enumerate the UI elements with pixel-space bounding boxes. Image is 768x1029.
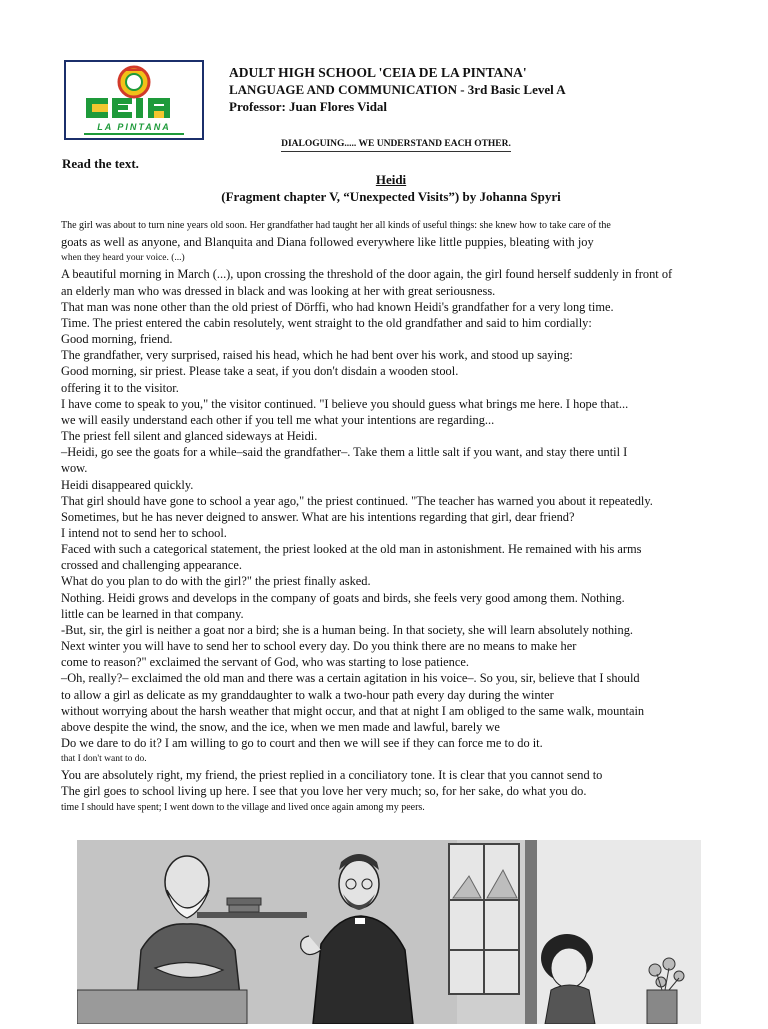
text-line: That girl should have gone to school a year ago," the priest continued. "The teacher has warned you about it repeatedly. bbox=[61, 493, 653, 508]
text-line: offering it to the visitor. bbox=[61, 380, 179, 395]
course-name: LANGUAGE AND COMMUNICATION - 3rd Basic Level A bbox=[229, 82, 566, 97]
text-line: Good morning, sir priest. Please take a seat, if you don't disdain a wooden stool. bbox=[61, 364, 459, 379]
text-line: an elderly man who was dressed in black and was looking at her with great seriousness. bbox=[61, 283, 496, 298]
text-line: little can be learned in that company. bbox=[61, 606, 244, 621]
story-source: (Fragment chapter V, “Unexpected Visits”) by Johanna Spyri bbox=[221, 189, 561, 204]
text-line: wow. bbox=[61, 461, 88, 476]
text-line: to allow a girl as delicate as my granddaughter to walk a two-hour path every day during the winter bbox=[61, 687, 554, 702]
text-line: What do you plan to do with the girl?" the priest finally asked. bbox=[61, 574, 371, 589]
text-line: Next winter you will have to send her to school every day. Do you think there are no means to make her bbox=[61, 639, 577, 654]
header-block bbox=[229, 64, 566, 115]
text-line: without worrying about the harsh weather that might occur, and that at night I am obliged to the same walk, mountain bbox=[61, 703, 645, 718]
text-line: You are absolutely right, my friend, the priest replied in a conciliatory tone. It is clear that you cannot send to bbox=[61, 768, 603, 783]
text-line: The girl goes to school living up here. I see that you love her very much; so, for her sake, do what you do. bbox=[61, 784, 587, 799]
story-title: Heidi bbox=[375, 172, 407, 187]
school-logo bbox=[64, 60, 204, 140]
story-heading bbox=[0, 171, 768, 205]
school-name: ADULT HIGH SCHOOL 'CEIA DE LA PINTANA' bbox=[229, 65, 527, 80]
worksheet-subtitle: DIALOGUING..... WE UNDERSTAND EACH OTHER. bbox=[0, 139, 768, 149]
text-line: Do we dare to do it? I am willing to go to court and then we will see if they can force me to do it. bbox=[61, 736, 543, 750]
text-line: when they heard your voice. (...) bbox=[61, 253, 185, 264]
text-line: crossed and challenging appearance. bbox=[61, 558, 242, 573]
logo-subtext: LA PINTANA bbox=[97, 122, 171, 132]
text-line: Nothing. Heidi grows and develops in the company of goats and birds, she feels very good among them. Nothing. bbox=[61, 590, 625, 605]
text-line: time I should have spent; I went down to the village and lived once again among my peers. bbox=[61, 801, 425, 813]
text-line: I have come to speak to you," the visitor continued. "I believe you should guess what brings me here. I hope that... bbox=[61, 396, 629, 411]
text-line: above despite the wind, the snow, and the ice, when we men made and lawful, barely we bbox=[61, 719, 500, 734]
text-line: That man was none other than the old priest of Dörffi, who had known Heidi's grandfather for a very long time. bbox=[61, 299, 614, 314]
instruction: Read the text. bbox=[62, 156, 139, 171]
text-line: The girl was about to turn nine years old soon. Her grandfather had taught her all kinds of useful things: she knew how to take care of the bbox=[61, 220, 611, 231]
grandfather-priest-heidi-illustration bbox=[77, 840, 701, 1024]
text-line: Good morning, friend. bbox=[61, 332, 173, 347]
text-line: The priest fell silent and glanced sideways at Heidi. bbox=[61, 429, 318, 444]
story-text bbox=[61, 218, 715, 816]
text-line: –Heidi, go see the goats for a while–said the grandfather–. Take them a little salt if you want, and stay there until I bbox=[61, 445, 628, 460]
text-line: we will easily understand each other if you tell me what your intentions are regarding... bbox=[61, 412, 495, 427]
text-line: Sometimes, but he has never deigned to answer. What are his intentions regarding that girl, dear friend? bbox=[61, 509, 575, 524]
text-line: Time. The priest entered the cabin resolutely, went straight to the old grandfather and said to him cordially: bbox=[61, 315, 592, 330]
text-line: come to reason?" exclaimed the servant of God, who was starting to lose patience. bbox=[61, 655, 469, 670]
ceia-logo-graphic bbox=[66, 62, 202, 138]
professor-name: Professor: Juan Flores Vidal bbox=[229, 99, 388, 114]
text-line: Heidi disappeared quickly. bbox=[61, 477, 194, 492]
text-line: I intend not to send her to school. bbox=[61, 525, 227, 540]
text-line: The grandfather, very surprised, raised his head, which he had bent over his work, and stood up saying: bbox=[61, 348, 573, 363]
text-line: -But, sir, the girl is neither a goat nor a bird; she is a human being. In that society, she will learn absolutely nothing. bbox=[61, 622, 633, 637]
text-line: A beautiful morning in March (...), upon crossing the threshold of the door again, the girl found herself suddenly in front of bbox=[61, 267, 673, 282]
text-line: –Oh, really?– exclaimed the old man and there was a certain agitation in his voice–. So you, sir, believe that I should bbox=[61, 671, 640, 686]
text-line: goats as well as anyone, and Blanquita and Diana followed everywhere like little puppies, bleating with joy bbox=[61, 235, 594, 250]
story-illustration bbox=[77, 840, 701, 1024]
text-line: Faced with such a categorical statement, the priest looked at the old man in astonishment. He remained with his arms bbox=[61, 542, 642, 557]
text-line: that I don't want to do. bbox=[61, 754, 147, 765]
